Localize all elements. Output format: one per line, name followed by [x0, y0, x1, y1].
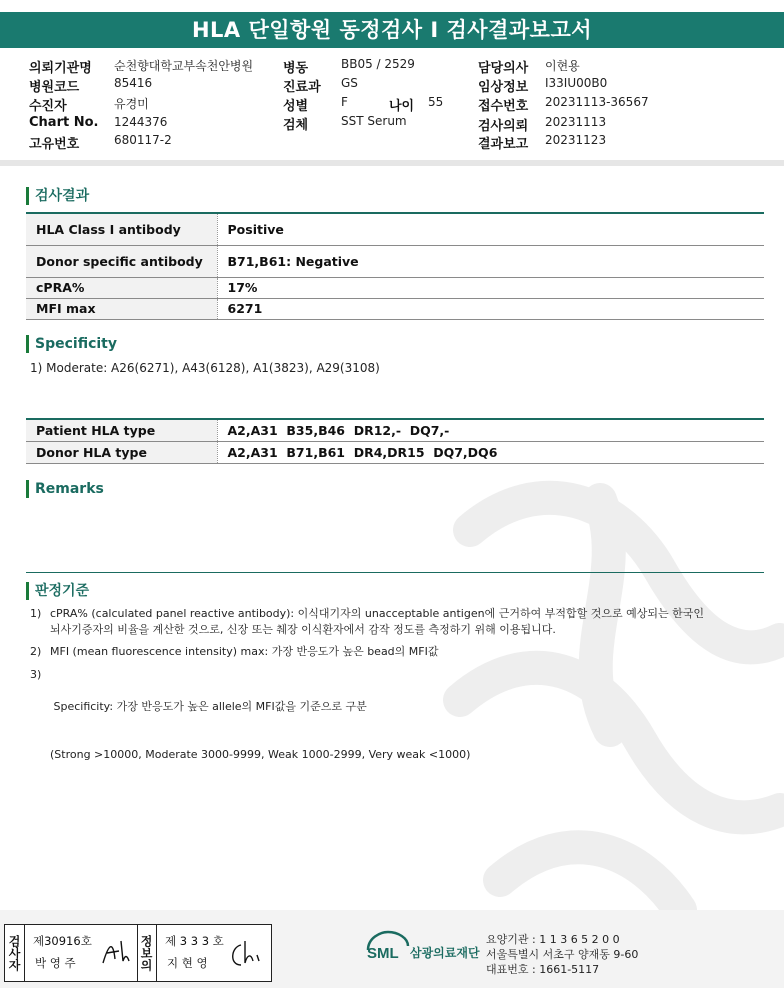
report-date-label: 결과보고	[478, 137, 529, 152]
dept-label: 진료과	[283, 80, 321, 95]
specimen-label: 검체	[283, 118, 309, 133]
verifier-name: 지 현 영	[167, 956, 208, 970]
report-date-value: 20231123	[545, 133, 607, 147]
result-label: Donor specific antibody	[26, 245, 217, 277]
physician-label: 담당의사	[478, 61, 529, 76]
criteria-number: 1)	[30, 607, 42, 620]
recipient-value: 유경미	[114, 97, 149, 111]
table-row	[26, 277, 764, 298]
sml-logo	[366, 930, 410, 964]
signature-box	[4, 924, 272, 982]
specimen-value: SST Serum	[341, 114, 407, 128]
tester-signature	[99, 937, 133, 969]
chart-no-value: 1244376	[114, 115, 168, 129]
recipient-label: 수진자	[29, 99, 67, 114]
dept-value: GS	[341, 76, 358, 90]
sex-label: 성별	[283, 99, 309, 114]
institution-label: 의뢰기관명	[29, 61, 92, 76]
physician-value: 이현용	[545, 59, 580, 73]
sex-value: F	[341, 95, 348, 109]
hla-type-label: Donor HLA type	[26, 441, 217, 463]
report-title: HLA 단일항원 동정검사 I 검사결과보고서	[0, 12, 784, 48]
institution-number: 요양기관 : 1 1 3 6 5 2 0 0	[486, 933, 620, 946]
table-row	[26, 245, 764, 277]
organization-name: 삼광의료재단	[410, 946, 480, 960]
organization-info	[486, 932, 638, 977]
hospital-code-label: 병원코드	[29, 80, 80, 95]
sml-logo-text: SML	[367, 945, 399, 962]
organization-address: 서울특별시 서초구 양재동 9-60	[486, 948, 639, 961]
hla-type-table	[26, 418, 764, 464]
ward-label: 병동	[283, 61, 309, 76]
receipt-label: 접수번호	[478, 99, 529, 114]
table-row	[26, 213, 764, 245]
age-label: 나이	[389, 99, 415, 114]
unique-no-value: 680117-2	[114, 133, 172, 147]
hla-type-value: A2,A31 B71,B61 DR4,DR15 DQ7,DQ6	[217, 441, 764, 463]
criteria-number: 2)	[30, 645, 42, 658]
divider	[0, 160, 784, 166]
institution-value: 순천향대학교부속천안병원	[114, 59, 254, 73]
tester-name: 박 영 주	[35, 956, 76, 970]
chart-no-label: Chart No.	[29, 115, 99, 130]
specificity-text: 1) Moderate: A26(6271), A43(6128), A1(3823), A29(3108)	[30, 361, 380, 375]
result-value: 6271	[217, 298, 764, 319]
hospital-code-value: 85416	[114, 76, 153, 90]
verifier-label: 정보의	[137, 925, 157, 981]
receipt-value: 20231113-36567	[545, 95, 649, 109]
criteria-text	[50, 644, 750, 660]
result-value: 17%	[217, 277, 764, 298]
result-value: Positive	[217, 213, 764, 245]
request-value: 20231113	[545, 115, 607, 129]
patient-info	[0, 54, 784, 150]
criteria-item	[30, 606, 750, 640]
verifier-license: 제 3 3 3 호	[165, 934, 224, 948]
remarks-heading: Remarks	[26, 480, 104, 498]
ward-value: BB05 / 2529	[341, 57, 415, 71]
divider	[26, 572, 764, 573]
hla-type-value: A2,A31 B35,B46 DR12,- DQ7,-	[217, 419, 764, 441]
criteria-line: (Strong >10000, Moderate 3000-9999, Weak 1000-2999, Very weak <1000)	[50, 748, 471, 761]
clinical-label: 임상정보	[478, 80, 529, 95]
hla-type-label: Patient HLA type	[26, 419, 217, 441]
criteria-text	[50, 667, 750, 795]
verifier-signature	[227, 937, 267, 971]
table-row	[26, 298, 764, 319]
results-table	[26, 212, 764, 320]
criteria-number: 3)	[30, 668, 42, 681]
specificity-heading: Specificity	[26, 335, 117, 353]
criteria-heading: 판정기준	[26, 582, 89, 600]
table-row	[26, 441, 764, 463]
result-label: MFI max	[26, 298, 217, 319]
table-row	[26, 419, 764, 441]
criteria-item	[30, 667, 750, 761]
criteria-line: cPRA% (calculated panel reactive antibody): 이식대기자의 unacceptable antigen에 근거하여 부적합할 것으로 예상되는 한국인	[50, 607, 704, 620]
tester-label: 검사자	[5, 925, 25, 981]
organization-phone: 대표번호 : 1661-5117	[486, 963, 600, 976]
result-label: HLA Class I antibody	[26, 213, 217, 245]
criteria-line: MFI (mean fluorescence intensity) max: 가장 반응도가 높은 bead의 MFI값	[50, 645, 439, 658]
result-value: B71,B61: Negative	[217, 245, 764, 277]
clinical-value: I33IU00B0	[545, 76, 608, 90]
request-label: 검사의뢰	[478, 119, 529, 134]
criteria-text	[50, 606, 750, 638]
result-label: cPRA%	[26, 277, 217, 298]
age-value: 55	[428, 95, 444, 109]
criteria-line: Specificity: 가장 반응도가 높은 allele의 MFI값을 기준으로 구분	[50, 700, 367, 713]
tester-license: 제30916호	[33, 934, 92, 948]
criteria-line: 뇌사기증자의 비율을 계산한 것으로, 신장 또는 췌장 이식환자에서 감작 정도를 측정하기 위해 이용됩니다.	[50, 623, 556, 636]
unique-no-label: 고유번호	[29, 137, 80, 152]
results-heading: 검사결과	[26, 187, 89, 205]
criteria-item	[30, 644, 750, 662]
